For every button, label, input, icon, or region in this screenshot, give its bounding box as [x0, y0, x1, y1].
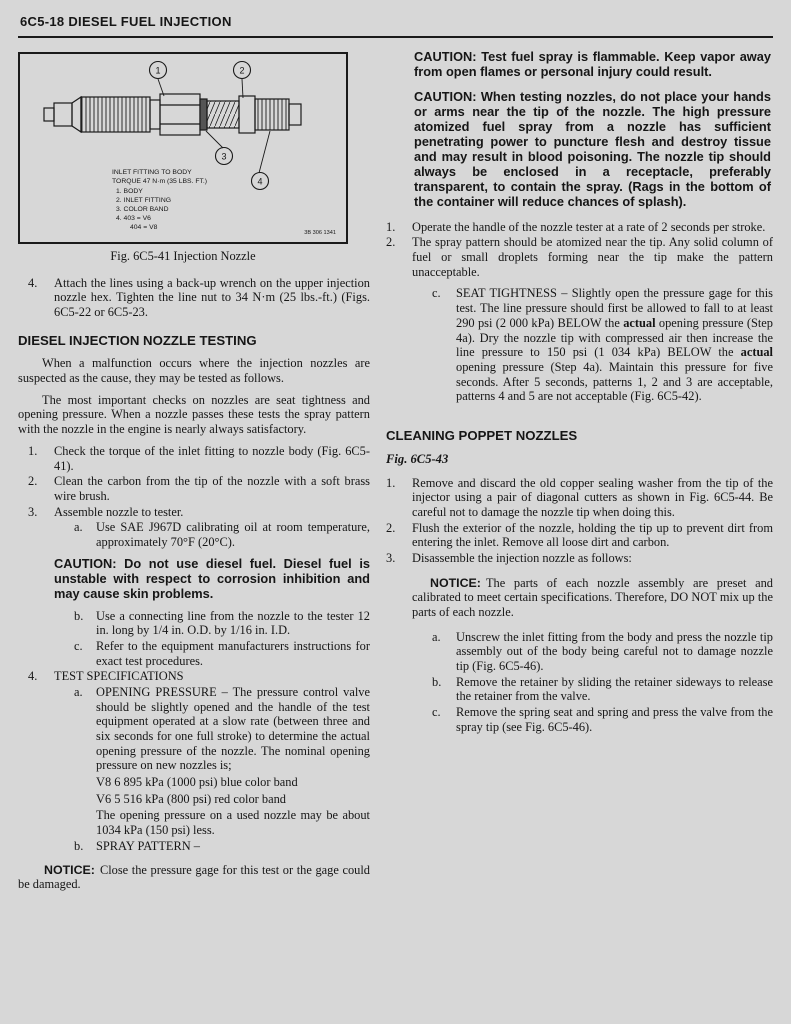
item-text: The spray pattern should be atomized near the tip. Any solid column of fuel or small droplets forming near the tip make the pattern unacceptable.: [412, 235, 773, 279]
seat-tightness-bold-2: actual: [740, 345, 773, 360]
list-item-remove-retainer: [432, 675, 773, 704]
list-item-remove-spring: [432, 705, 773, 734]
list-item-attach-lines: [28, 276, 370, 320]
para-important-checks: The most important checks on nozzles are seat tightness and opening pressure. When a nozzle passes these tests the spray pattern with the nozzle in the engine is nearly always satisfactory.: [18, 392, 370, 437]
seat-tightness-text-2: opening pressure (Step 4a). Dry the nozzle tip with compressed air then increase the line pressure to 150 psi (1 034 kPa) BELOW the: [456, 315, 774, 360]
item-number: 2.: [28, 474, 38, 489]
figure-note-item-1: 1. BODY: [116, 188, 143, 195]
list-item-test-specifications: [28, 669, 370, 684]
item-number: 3.: [28, 504, 38, 519]
list-item-opening-pressure: [74, 685, 370, 773]
item-letter: a.: [74, 520, 83, 535]
item-number: 1.: [386, 219, 396, 234]
list-item-unscrew-inlet: [432, 630, 773, 674]
figure-note-item-4b: 404 = V8: [130, 224, 158, 231]
two-column-layout: [18, 50, 773, 894]
list-item-clean-carbon: [28, 474, 370, 503]
item-text: Check the torque of the inlet fitting to nozzle body (Fig. 6C5-41).: [54, 443, 370, 473]
list-item-assemble-nozzle: [28, 505, 370, 520]
item-text: Remove and discard the old copper sealing washer from the tip of the injector using a pair of diagonal cutters as shown in Fig. 6C5-44. Be careful not to damage the nozzle tip when doing this.: [412, 475, 773, 519]
notice-close-gage: [18, 863, 370, 892]
heading-diesel-injection-nozzle-testing: DIESEL INJECTION NOZZLE TESTING: [18, 332, 257, 348]
item-letter: c.: [74, 638, 83, 653]
figure-note-torque-2: TORQUE 47 N·m (35 LBS. FT.): [112, 178, 208, 185]
header-rule: [18, 36, 773, 38]
item-text: Assemble nozzle to tester.: [54, 504, 184, 519]
item-text: Flush the exterior of the nozzle, holding the tip up to prevent dirt from entering the inlet. Remove all loose dirt and carbon.: [412, 520, 773, 550]
figure-notes: [112, 169, 207, 231]
seat-tightness-text-1: SEAT TIGHTNESS – Slightly open the pressure gage for this test. The line pressure should first be allowed to fall to at least 290 psi (2 000 kPa) BELOW the: [456, 286, 773, 330]
list-item-spray-atomized: [386, 235, 773, 279]
notice-parts-preset: [412, 576, 773, 620]
item-text: Use a connecting line from the nozzle to the tester 12 in. long by 1/4 in. O.D. by 1/16 in. I.D.: [96, 608, 370, 638]
figure-frame: [18, 52, 348, 244]
callout-4: 4: [257, 176, 263, 187]
figure-part-number: 3B 306 1341: [304, 230, 336, 236]
heading-cleaning-poppet-nozzles: CLEANING POPPET NOZZLES: [386, 427, 578, 443]
item-letter: c.: [432, 705, 441, 720]
notice-text: Close the pressure gage for this test or the gage could be damaged.: [18, 862, 370, 892]
item-text: Unscrew the inlet fitting from the body and press the nozzle tip assembly out of the body being careful not to damage nozzle tip (Fig. 6C5-46).: [456, 629, 773, 674]
item-text: Remove the retainer by sliding the retainer sideways to release the retainer from the valve.: [456, 674, 773, 704]
item-number: 3.: [386, 550, 396, 565]
list-item-disassemble: [386, 551, 773, 566]
list-item-operate-handle: [386, 220, 773, 235]
page-header: 6C5-18 DIESEL FUEL INJECTION: [20, 14, 232, 29]
item-letter: a.: [432, 629, 441, 644]
list-item-check-torque: [28, 444, 370, 473]
figure-note-torque-1: INLET FITTING TO BODY: [112, 169, 192, 176]
para-malfunction: When a malfunction occurs where the injection nozzles are suspected as the cause, they may be tested as follows.: [18, 356, 370, 386]
item-text: Operate the handle of the nozzle tester at a rate of 2 seconds per stroke.: [412, 219, 766, 234]
injection-nozzle-diagram: [20, 54, 346, 242]
notice-label: NOTICE:: [430, 575, 481, 590]
notice-text: The parts of each nozzle assembly are preset and calibrated to meet certain specifications. Therefore, DO NOT mix up the parts of each nozzle.: [412, 575, 773, 619]
item-letter: b.: [74, 608, 84, 623]
list-item-seat-tightness: [432, 286, 773, 404]
seat-tightness-text-3: opening pressure (Step 4a). Maintain this pressure for five seconds. After 5 seconds, patterns 1, 2 and 3 are acceptable, patterns 4 and 5 are not acceptable (Fig. 6C5-42).: [456, 359, 773, 404]
figure-note-item-2: 2. INLET FITTING: [116, 197, 172, 204]
left-column: [18, 50, 370, 894]
figure-note-item-3: 3. COLOR BAND: [116, 206, 169, 213]
item-number: 4.: [28, 275, 38, 290]
right-column: [386, 50, 773, 894]
list-item-remove-washer: [386, 476, 773, 520]
item-text: Refer to the equipment manufacturers instructions for exact test procedures.: [96, 638, 370, 668]
item-number: 1.: [386, 475, 396, 490]
item-number: 1.: [28, 443, 38, 458]
list-item-spray-pattern: [74, 839, 370, 854]
notice-label: NOTICE:: [44, 862, 95, 877]
item-text: [456, 286, 773, 404]
figure-caption: Fig. 6C5-41 Injection Nozzle: [110, 249, 256, 263]
seat-tightness-bold-1: actual: [623, 315, 656, 330]
item-letter: a.: [74, 684, 83, 699]
spec-v8: V8 6 895 kPa (1000 psi) blue color band: [96, 775, 298, 790]
item-text: Disassemble the injection nozzle as follows:: [412, 550, 632, 565]
item-number: 2.: [386, 235, 396, 250]
injector-drawing: [44, 94, 301, 135]
callout-2: 2: [239, 65, 245, 76]
callout-3: 3: [221, 151, 227, 162]
callout-1: 1: [155, 65, 161, 76]
caution-testing-nozzles: CAUTION: When testing nozzles, do not place your hands or arms near the tip of the nozzle. The high pressure atomized fuel spray from a nozzle has sufficient penetrating power to puncture flesh and destroy tissue and may result in blood poisoning. The nozzle tip should always be enclosed in a receptacle, preferably transparent, to contain the spray. (Rags in the bottom of the container will reduce chances of splash).: [414, 88, 771, 209]
figure-injection-nozzle: [18, 52, 348, 264]
item-text: TEST SPECIFICATIONS: [54, 669, 184, 684]
item-number: 4.: [28, 669, 38, 684]
item-text: Remove the spring seat and spring and press the valve from the spray tip (see Fig. 6C5-46).: [456, 705, 773, 734]
list-item-calibrating-oil: [74, 520, 370, 549]
item-text: OPENING PRESSURE – The pressure control valve should be slightly opened and the handle of the test equipment operated at a slow rate (between three and six seconds for one full stroke) to determine the actual opening pressure of the nozzle. The nominal opening pressure on new nozzles is;: [96, 684, 370, 773]
item-letter: b.: [432, 674, 442, 689]
subheading-fig-6c5-43: Fig. 6C5-43: [386, 451, 449, 466]
used-nozzle-note: The opening pressure on a used nozzle may be about 1034 kPa (150 psi) less.: [96, 808, 370, 838]
caution-fuel-spray-flammable: CAUTION: Test fuel spray is flammable. Keep vapor away from open flames or personal injury could result.: [414, 49, 771, 79]
caution-diesel-fuel: CAUTION: Do not use diesel fuel. Diesel fuel is unstable with respect to corrosion inhibition and may cause skin problems.: [54, 555, 370, 601]
item-letter: b.: [74, 838, 84, 853]
spec-v6: V6 5 516 kPa (800 psi) red color band: [96, 791, 286, 806]
item-letter: c.: [432, 286, 441, 301]
figure-note-item-4: 4. 403 = V6: [116, 215, 151, 222]
item-text: SPRAY PATTERN –: [96, 838, 200, 853]
list-item-flush-exterior: [386, 521, 773, 550]
item-text: Attach the lines using a back-up wrench on the upper injection nozzle hex. Tighten the line nut to 34 N·m (25 lbs.-ft.) (Figs. 6C5-22 or 6C5-23.: [54, 275, 370, 320]
item-number: 2.: [386, 520, 396, 535]
list-item-connecting-line: [74, 609, 370, 638]
item-text: Clean the carbon from the tip of the nozzle with a soft brass wire brush.: [54, 474, 370, 503]
item-text: Use SAE J967D calibrating oil at room temperature, approximately 70°F (20°C).: [96, 520, 370, 549]
list-item-refer-equipment: [74, 639, 370, 668]
